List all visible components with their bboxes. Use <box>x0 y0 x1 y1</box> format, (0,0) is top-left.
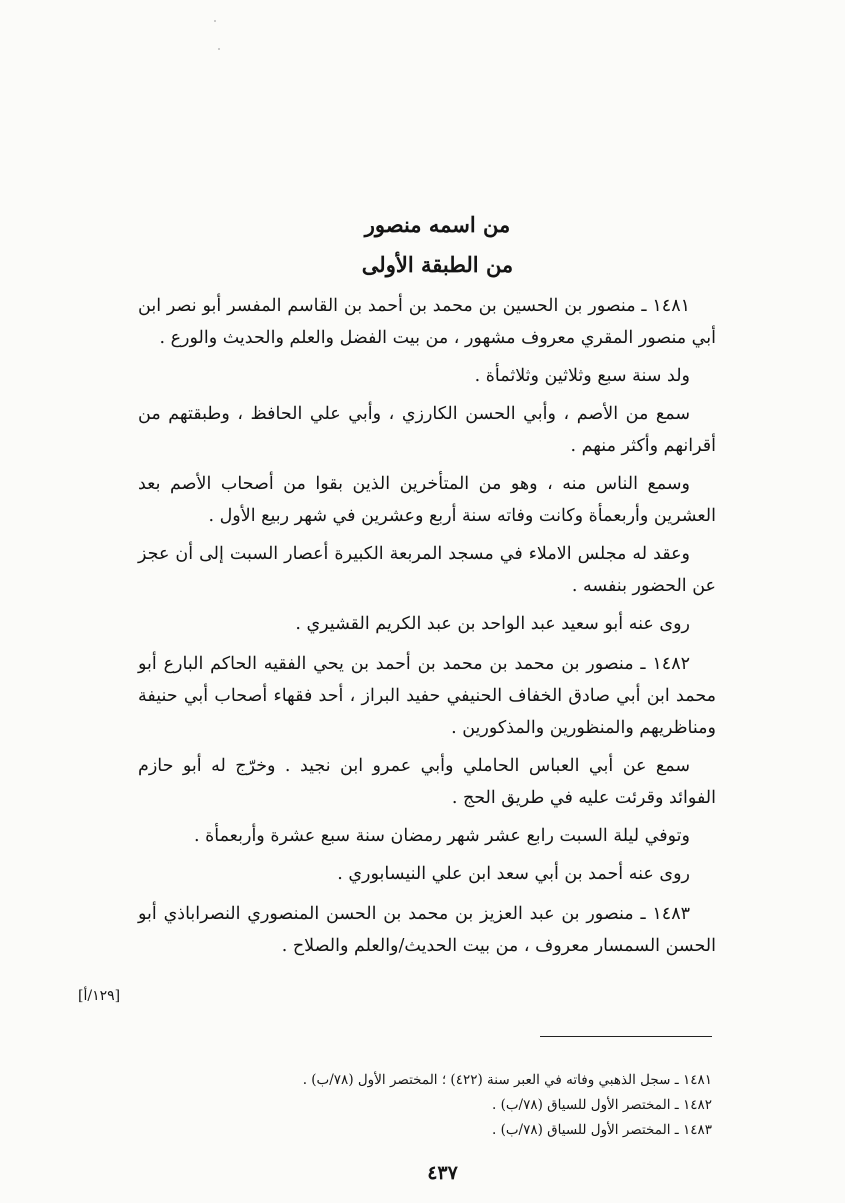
entry-1482-paragraph: روى عنه أحمد بن أبي سعد ابن علي النيسابوري . <box>337 864 690 884</box>
footnotes <box>200 1068 712 1143</box>
entry-1481-paragraph: وعقد له مجلس الاملاء في مسجد المربعة الكبيرة أعصار السبت إلى أن عجز عن الحضور بنفسه . <box>138 544 716 596</box>
entry-1481-paragraph: روى عنه أبو سعيد عبد الواحد بن عبد الكريم القشيري . <box>295 614 690 634</box>
entry-1481-paragraph: وسمع الناس منه ، وهو من المتأخرين الذين بقوا من أصحاب الأصم بعد العشرين وأربعمأة وكانت وفاته سنة أربع وعشرين في شهر ربيع الأول . <box>138 474 716 526</box>
entry-1482-paragraph: ١٤٨٢ ـ منصور بن محمد بن محمد بن أحمد بن يحي الفقيه الحاكم البارع أبو محمد ابن أبي صادق الخفاف الحنيفي حفيد البراز ، أحد فقهاء أصحاب أبي حنيفة ومناظريهم والمنظورين والمذكورين . <box>138 654 716 738</box>
entry-1482-paragraph: سمع عن أبي العباس الحاملي وأبي عمرو ابن نجيد . وخرّج له أبو حازم الفوائد وقرئت عليه في طريق الحج . <box>138 756 716 808</box>
footnote-separator <box>540 1036 712 1037</box>
scan-speck <box>214 20 216 22</box>
entry-1481-paragraph: سمع من الأصم ، وأبي الحسن الكارزي ، وأبي علي الحافظ ، وطبقتهم من أقرانهم وأكثر منهم . <box>138 404 716 456</box>
entry-1482-paragraph: وتوفي ليلة السبت رابع عشر شهر رمضان سنة سبع عشرة وأربعمأة . <box>193 826 690 846</box>
footnote-1483: ١٤٨٣ ـ المختصر الأول للسياق (٧٨/ب) . <box>492 1122 712 1138</box>
manuscript-folio-note: [١٢٩/أ] <box>78 988 121 1004</box>
scan-speck <box>218 48 220 50</box>
entry-1481-paragraph: ولد سنة سبع وثلاثين وثلاثمأة . <box>474 366 690 386</box>
section-headings <box>0 205 845 285</box>
footnote-1481: ١٤٨١ ـ سجل الذهبي وفاته في العبر سنة (٤٢٢) ؛ المختصر الأول (٧٨/ب) . <box>302 1072 712 1088</box>
entry-1483-paragraph: ١٤٨٣ ـ منصور بن عبد العزيز بن محمد بن الحسن المنصوري النصراباذي أبو الحسن السمسار معروف ، من بيت الحديث/والعلم والصلاح . <box>138 904 716 956</box>
footnote-1482: ١٤٨٢ ـ المختصر الأول للسياق (٧٨/ب) . <box>492 1097 712 1113</box>
section-title: من اسمه منصور <box>364 212 511 237</box>
entry-1481-paragraph: ١٤٨١ ـ منصور بن الحسين بن محمد بن أحمد بن القاسم المفسر أبو نصر ابن أبي منصور المقري معروف مشهور ، من بيت الفضل والعلم والحديث والورع . <box>138 296 716 348</box>
section-subtitle: من الطبقة الأولى <box>361 252 514 277</box>
main-text <box>138 290 716 968</box>
page-number: ٤٣٧ <box>427 1162 458 1184</box>
